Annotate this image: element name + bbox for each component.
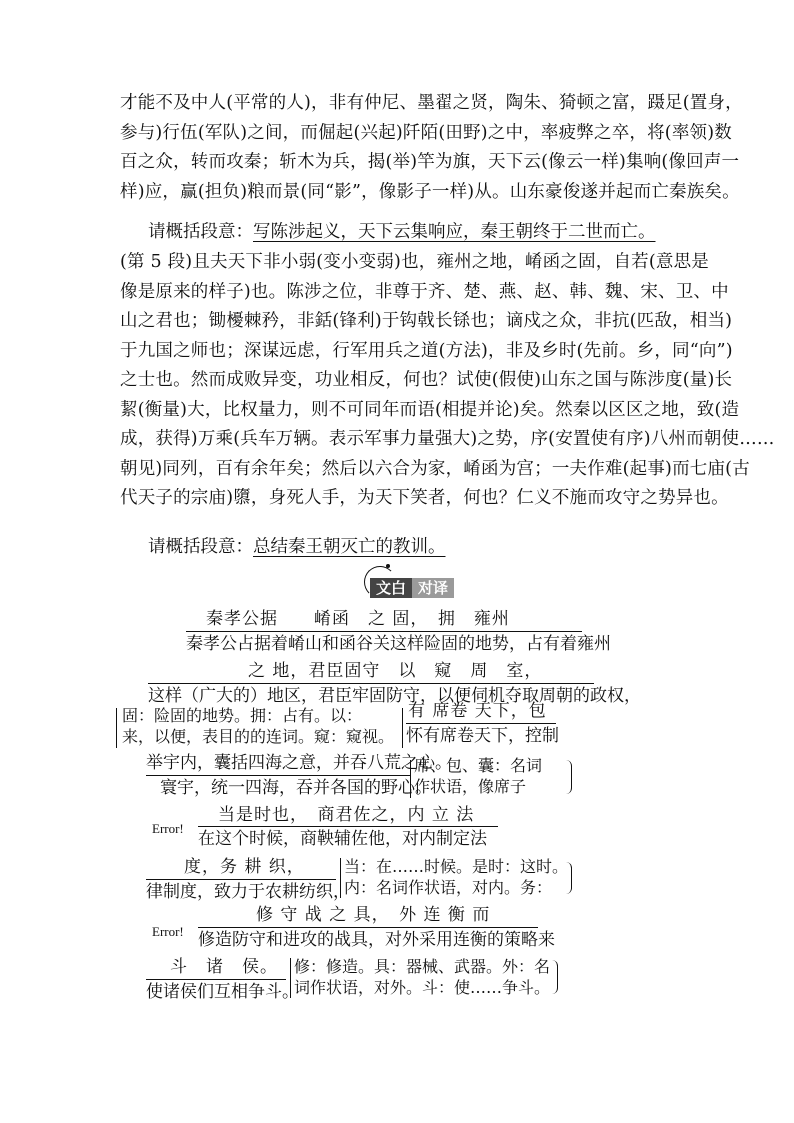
translation-line: 这样（广大的）地区，君臣牢固防守，以便伺机夺取周朝的政权， (148, 686, 641, 706)
annotation-note: 当：在……时候。是时：这时。 (344, 857, 569, 876)
text-line: 百之众，转而攻秦；斩木为兵，揭(举)竿为旗，天下云(像云一样)集响(像回声一 (120, 152, 740, 172)
translation-line: 修造防守和进攻的战具，对外采用连衡的策略来 (198, 930, 555, 950)
annotation-note: 席、包、囊：名词 (414, 756, 543, 775)
summary-answer: 总结秦王朝灭亡的教训。 (253, 537, 446, 557)
text-line: (第 5 段)且夫天下非小弱(变小变弱)也，雍州之地，崤函之固，自若(意思是 (120, 252, 709, 272)
annotation-note: 修：修造。具：器械、武器。外：名 (294, 957, 551, 976)
badge-light-label: 对译 (412, 578, 454, 598)
summary-question-2 (148, 535, 446, 559)
paragraph-4-tail (120, 89, 743, 207)
error-marker: Error! (152, 821, 184, 836)
annotation-note: 固：险固的地势。拥：占有。以： (122, 706, 363, 725)
translation-line: 寰宇，统一四海，吞并各国的野心。 (160, 778, 432, 798)
text-line: 像是原来的样子)也。陈涉之位，非尊于齐、楚、燕、赵、韩、魏、宋、卫、中 (120, 281, 729, 302)
summary-question-1 (148, 220, 656, 244)
text-line: 山之君也；锄櫌棘矜，非銛(锋利)于钩戟长铩也；谪戍之众，非抗(匹敌，相当) (120, 311, 733, 331)
error-marker: Error! (152, 924, 184, 939)
text-line: 于九国之师也；深谋远虑，行军用兵之道(方法)，非及乡时(先前。乡，同“向”) (120, 340, 733, 361)
badge-dark-label: 文白 (370, 578, 412, 598)
original-line: 举宇内，囊括四海之意，并吞八荒之心。 (146, 753, 452, 773)
text-line: 才能不及中人(平常的人)，非有仲尼、墨翟之贤，陶朱、猗顿之富，蹑足(置身， (120, 93, 743, 113)
original-line: 有 席卷 天下，包 (408, 701, 547, 721)
text-line: 絜(衡量)大，比权量力，则不可同年而语(相提并论)矣。然秦以区区之地，致(造 (120, 399, 740, 420)
annotation-note: 作状语，像席子 (414, 777, 527, 796)
summary-answer: 写陈涉起义，天下云集响应，秦王朝终于二世而亡。 (253, 222, 656, 242)
original-line: 当是时也， 商君佐之，内 立 法 (218, 805, 475, 825)
annotation-note: 内：名词作状语，对内。务： (344, 878, 553, 897)
original-line: 秦孝公据 崤函 之 固， 拥 雍州 (206, 609, 510, 629)
text-line: 参与)行伍(军队)之间，而倔起(兴起)阡陌(田野)之中，率疲弊之卒，将(率领)数 (120, 122, 732, 143)
text-line: 朝见)同列，百有余年矣；然后以六合为家，崤函为宫；一夫作难(起事)而七庙(古 (120, 458, 750, 479)
translation-line: 怀有席卷天下，控制 (406, 726, 559, 746)
text-line: 代天子的宗庙)隳，身死人手，为天下笑者，何也？仁义不施而攻守之势异也。 (120, 488, 729, 508)
annotation-note: 来，以便，表目的的连词。窥：窥视。 (122, 727, 395, 746)
paragraph-5 (120, 248, 775, 514)
translation-line: 律制度，致力于农耕纺织， (146, 882, 350, 902)
original-line: 度，务 耕 织， (184, 857, 305, 877)
translation-line: 秦孝公占据着崤山和函谷关这样险固的地势，占有着雍州 (186, 634, 611, 654)
original-line: 修 守 战 之 具， 外 连 衡 而 (256, 905, 491, 925)
summary-prompt: 请概括段意： (148, 537, 253, 557)
text-line: 之士也。然而成败异变，功业相反，何也？试使(假使)山东之国与陈涉度(量)长 (120, 370, 733, 390)
text-line: 样)应，赢(担负)粮而景(同“影”，像影子一样)从。山东豪俊遂并起而亡秦族矣。 (120, 181, 740, 202)
badge-dot-icon (386, 564, 390, 568)
section-badge (370, 568, 464, 600)
annotation-note: 词作状语，对外。斗：使……争斗。 (294, 978, 551, 997)
translation-line: 使诸侯们互相争斗。 (146, 982, 299, 1002)
text-line: 成，获得)万乘(兵车万辆。表示军事力量强大)之势，序(安置使有序)八州而朝使…… (120, 429, 775, 449)
translation-line: 在这个时候，商鞅辅佐他，对内制定法 (198, 829, 487, 849)
original-line: 斗 诸 侯。 (170, 957, 278, 977)
summary-prompt: 请概括段意： (148, 222, 253, 242)
original-line: 之 地，君臣固守 以 窥 周 室， (248, 661, 543, 681)
